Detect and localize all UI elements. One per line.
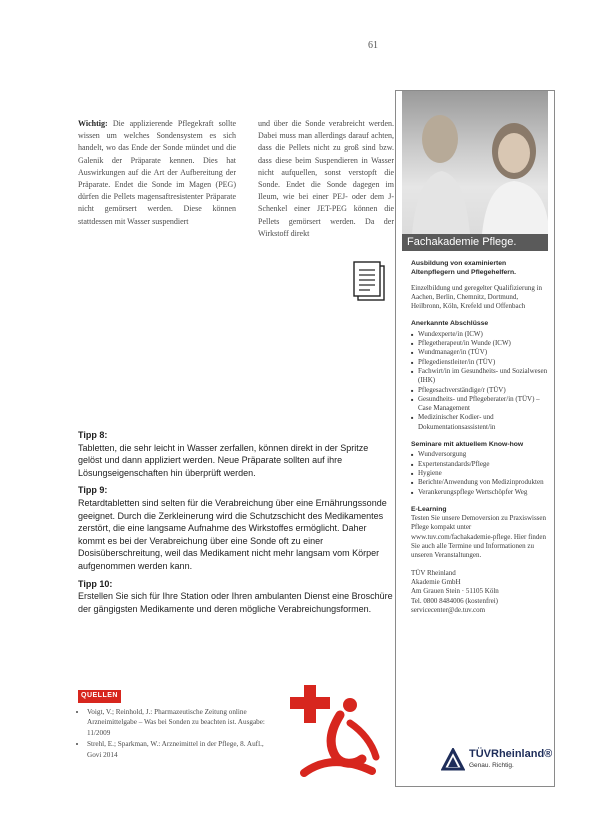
sources-list <box>78 707 278 761</box>
ad-list-item: ■ Medizinischer Kodier- und Dokumentationsassistent/in <box>418 413 549 432</box>
tip-text: Retardtabletten sind selten für die Verabreichung über eine Ernährungssonde geeignet. Durch die Zerkleinerung wird die Schutzschicht des Medikamentes zerstört, die eine langsame Aufnahme des Wirkstoffes ermöglicht. Daher kommt es bei der Verabreichung über eine Sonde oft zu einer Dosisüberschreitung, weil das Medikament nicht mehr langsam vom Körper aufgenommen werden kann. <box>78 497 387 571</box>
tip-title: Tipp 10: <box>78 578 113 589</box>
tuv-name: TÜVRheinland® <box>469 748 553 760</box>
ad-list-item: ■ Fachwirt/in im Gesundheits- und Sozialwesen (IHK) <box>418 367 549 386</box>
ad-list-item: ■ Gesundheits- und Pflegeberater/in (TÜV) – Case Management <box>418 395 549 414</box>
tip-title: Tipp 8: <box>78 430 108 440</box>
ad-list-item: ■ Verankerungspflege Wertschöpfer Weg <box>418 488 549 497</box>
article-text-1: Die applizierende Pflegekraft sollte wissen um welches Sondensystem es sich handelt, wo das Ende der Sonde mündet und die Galenik der Präparate kennen. Dies hat Auswirkungen auf die Art der Aufbereitung der Präparate. Endet die Sonde im Magen (PEG) dürfen die Pellets magensaftresistenter Präparate nicht gemörsert werden. Diese können stattdessen mit Wasser suspendiert <box>78 119 236 226</box>
ad-list-item: ■ Expertenstandards/Pflege <box>418 460 549 469</box>
ad-list-item: ■ Pflegedienstleiter/in (TÜV) <box>418 358 549 367</box>
ad-list <box>411 330 549 432</box>
article-text-2: und über die Sonde verabreicht werden. Dabei muss man allerdings darauf achten, dass die Pellets nicht zu groß sind bzw. dass diese beim Suspendieren in Wasser nicht aufquellen, sonst verstopft die Sonde. Endet die Sonde dagegen im Ileum, wie bei einer PEJ- oder dem J-Schenkel einer JET-PEG können die Pellets gemörsert werden. Da der Wirkstoff direkt <box>258 119 394 238</box>
contact-line: Am Grauen Stein · 51105 Köln <box>411 587 499 596</box>
ad-list-item: ■ Wundversorgung <box>418 450 549 459</box>
tip-8 <box>78 429 393 479</box>
tip-text: Erstellen Sie sich für Ihre Station oder Ihren ambulanten Dienst eine Broschüre der gängigsten Medikamente und deren mögliche Verabreichungsformen. <box>78 591 393 614</box>
sources-box <box>78 690 278 761</box>
nurse-photo <box>402 91 548 251</box>
tip-10 <box>78 578 393 616</box>
tips-section <box>78 427 393 620</box>
important-lead: Wichtig: <box>78 119 108 128</box>
ad-contact <box>411 569 549 615</box>
page-number: 61 <box>368 40 378 51</box>
tuv-logo <box>441 748 551 778</box>
red-cross-figure-illustration <box>280 683 390 783</box>
document-icon <box>350 258 390 308</box>
source-item: • Voigt, V.; Reinhold, J.: Pharmazeutische Zeitung online Arzneimittelgabe – Was bei Sonden zu beachten ist. Ausgabe: 11/2009 <box>87 707 278 739</box>
ad-list-item: ■ Wundmanager/in (TÜV) <box>418 348 549 357</box>
sidebar-advertisement <box>395 90 555 787</box>
tuv-tagline: Genau. Richtig. <box>469 762 514 769</box>
ad-section-title: E-Learning <box>411 505 447 513</box>
ad-list-item: ■ Wundexperte/in (ICW) <box>418 330 549 339</box>
ad-intro-headline: Ausbildung von examinierten Altenpflegern und Pflegehelfern. <box>411 260 516 277</box>
article-column-2 <box>258 118 394 240</box>
ad-list-item: ■ Pflegesachverständige/r (TÜV) <box>418 386 549 395</box>
contact-line: Tel. 0800 8484006 (kostenfrei) <box>411 596 498 605</box>
sources-badge: QUELLEN <box>78 690 121 703</box>
ad-list-item: ■ Berichte/Anwendung von Medizinprodukten <box>418 478 549 487</box>
article-column-1 <box>78 118 236 228</box>
ad-section-title: Seminare mit aktuellem Know-how <box>411 441 524 449</box>
contact-line: Akademie GmbH <box>411 577 461 586</box>
tip-text: Tabletten, die sehr leicht in Wasser zerfallen, können direkt in der Spritze gelöst und dann appliziert werden. Neue Präparate sollten auf ihre Lösungseigenschaften hin überprüft werden. <box>78 442 369 478</box>
ad-section-title: Anerkannte Abschlüsse <box>411 320 489 328</box>
ad-body <box>411 259 549 615</box>
ad-brand: Fachakademie Pflege. <box>407 236 517 248</box>
contact-line: TÜV Rheinland <box>411 568 456 577</box>
tuv-triangle-icon <box>441 748 465 772</box>
ad-list-item: ■ Pflegetherapeut/in Wunde (ICW) <box>418 339 549 348</box>
ad-intro-text: Einzelbildung und geregelter Qualifizierung in Aachen, Berlin, Chemnitz, Dortmund, Heilbronn, Köln, Krefeld und Offenbach <box>411 283 543 311</box>
tip-title: Tipp 9: <box>78 485 108 496</box>
ad-list-item: ■ Hygiene <box>418 469 549 478</box>
ad-elearning-text: Testen Sie unsere Demoversion zu Praxiswissen Pflege kompakt unter www.tuv.com/fachakademie-pflege. Hier finden Sie auch alle Termine und Informationen zu unseren Veranstaltungen. <box>411 514 547 560</box>
ad-list <box>411 450 549 496</box>
contact-email: servicecenter@de.tuv.com <box>411 605 486 614</box>
source-item: • Strehl, E.; Sparkman, W.: Arzneimittel in der Pflege, 8. Aufl., Govi 2014 <box>87 739 278 760</box>
tip-9 <box>78 484 393 572</box>
